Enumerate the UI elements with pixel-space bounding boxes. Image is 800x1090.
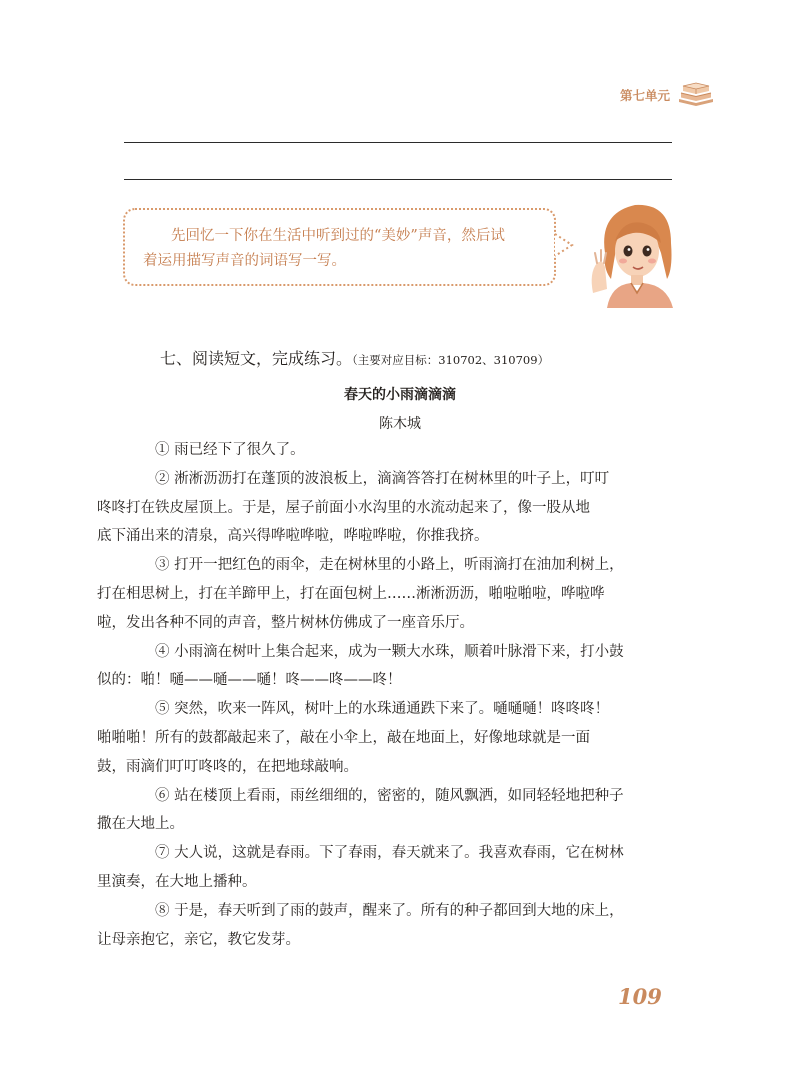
paragraph-line: 似的：啪！嗵——嗵——嗵！咚——咚——咚！ [97, 672, 402, 689]
paragraph-line: ① 雨已经下了很久了。 [155, 442, 305, 458]
unit-label: 第七单元 [620, 88, 671, 103]
section-heading [160, 346, 549, 369]
writing-line[interactable] [124, 179, 672, 180]
paragraph-line: 里演奏，在大地上播种。 [97, 873, 257, 890]
tip-text-line: 先回忆一下你在生活中听到过的“美妙”声音，然后试 [171, 228, 505, 244]
paragraph-line: 鼓，雨滴们叮叮咚咚的，在把地球敲响。 [97, 758, 358, 775]
paragraph-line: ⑤ 突然，吹来一阵风，树叶上的水珠通通跌下来了。嗵嗵嗵！咚咚咚！ [155, 701, 610, 718]
target-code: （主要对应目标：310702、310709） [352, 353, 550, 367]
paragraph [126, 436, 686, 465]
paragraph [97, 782, 686, 840]
story-title: 春天的小雨滴滴滴 [344, 387, 456, 403]
tip-text-line: 着运用描写声音的词语写一写。 [143, 253, 346, 269]
paragraph [97, 839, 686, 897]
paragraph [97, 551, 686, 637]
paragraph [97, 695, 686, 781]
paragraph-line: 打在相思树上，打在羊蹄甲上，打在面包树上……淅淅沥沥，啪啦啪啦，哗啦哗 [97, 585, 605, 602]
tip-speech-bubble [123, 208, 556, 286]
paragraph [97, 465, 686, 551]
bubble-tail-icon [554, 232, 574, 258]
paragraph-line: ⑦ 大人说，这就是春雨。下了春雨，春天就来了。我喜欢春雨，它在树林 [155, 845, 624, 862]
story-author: 陈木城 [379, 416, 421, 432]
paragraph-line: 啪啪啪！所有的鼓都敲起来了，敲在小伞上，敲在地面上，好像地球就是一面 [97, 729, 590, 746]
story-body [97, 436, 686, 954]
book-stack-icon [676, 80, 716, 106]
paragraph-line: 啦，发出各种不同的声音，整片树林仿佛成了一座音乐厅。 [97, 614, 474, 631]
section-heading-text: 七、阅读短文，完成练习。 [160, 349, 353, 368]
paragraph-line: ⑧ 于是，春天听到了雨的鼓声，醒来了。所有的种子都回到大地的床上， [155, 902, 624, 919]
paragraph-line: 底下涌出来的清泉，高兴得哗啦哗啦，哗啦哗啦，你推我挤。 [97, 528, 489, 545]
writing-line[interactable] [124, 142, 672, 143]
paragraph [97, 638, 686, 696]
paragraph-line: 让母亲抱它，亲它，教它发芽。 [97, 931, 300, 948]
page-number: 109 [618, 984, 662, 1009]
paragraph-line: 咚咚打在铁皮屋顶上。于是，屋子前面小水沟里的水流动起来了，像一股从地 [97, 499, 590, 516]
paragraph-line: ③ 打开一把红色的雨伞，走在树林里的小路上，听雨滴打在油加利树上， [155, 557, 624, 574]
paragraph-line: ② 淅淅沥沥打在蓬顶的波浪板上，滴滴答答打在树林里的叶子上，叮叮 [155, 470, 610, 487]
paragraph-line: ④ 小雨滴在树叶上集合起来，成为一颗大水珠，顺着叶脉滑下来，打小鼓 [155, 643, 624, 660]
paragraph-line: 撒在大地上。 [97, 816, 184, 833]
paragraph [97, 897, 686, 955]
girl-illustration-icon [583, 193, 693, 308]
paragraph-line: ⑥ 站在楼顶上看雨，雨丝细细的，密密的，随风飘洒，如同轻轻地把种子 [155, 787, 624, 804]
